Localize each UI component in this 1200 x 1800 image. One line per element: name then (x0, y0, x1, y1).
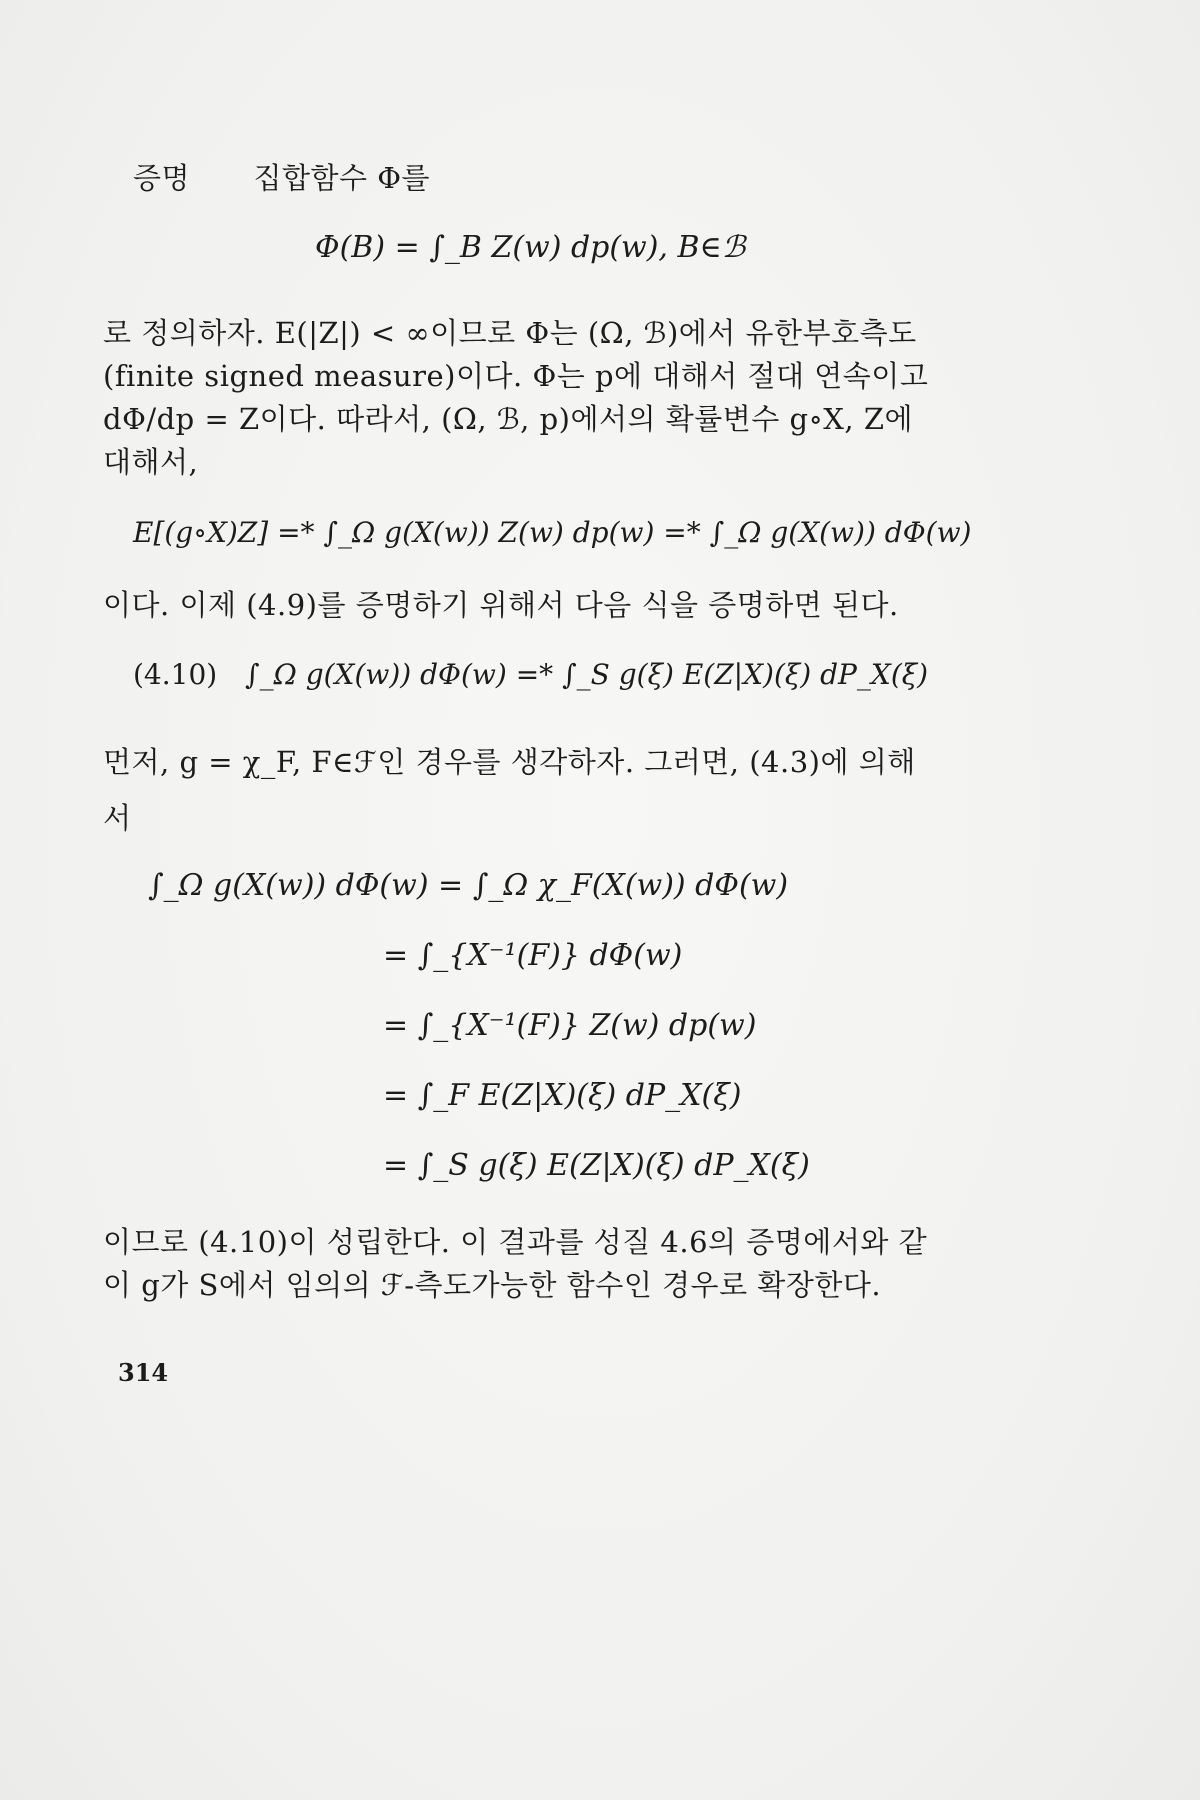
page-number: 314 (118, 1358, 169, 1387)
equation-expectation: E[(g∘X)Z] =* ∫_Ω g(X(w)) Z(w) dp(w) =* ∫_Ω g(X(w)) dΦ(w) (133, 516, 972, 549)
para4-line-2: 이 g가 S에서 임의의 ℱ-측도가능한 함수인 경우로 확장한다. (103, 1268, 882, 1302)
para2-line: 이다. 이제 (4.9)를 증명하기 위해서 다음 식을 증명하면 된다. (103, 588, 899, 622)
derivation-line-2: = ∫_{X⁻¹(F)} dΦ(w) (383, 938, 683, 973)
proof-heading-line (133, 158, 430, 198)
para1-line-2: (finite signed measure)이다. Φ는 p에 대해서 절대 연속이고 (103, 359, 929, 393)
proof-intro: 집합함수 Φ를 (253, 161, 431, 195)
derivation-line-3: = ∫_{X⁻¹(F)} Z(w) dp(w) (383, 1008, 757, 1043)
equation-4-10: ∫_Ω g(X(w)) dΦ(w) =* ∫_S g(ξ) E(Z|X)(ξ) dP_X(ξ) (245, 658, 929, 691)
para1-line-3: dΦ/dp = Z이다. 따라서, (Ω, ℬ, p)에서의 확률변수 g∘X, Z에 (103, 402, 914, 436)
para1-line-1: 로 정의하자. E(|Z|) < ∞이므로 Φ는 (Ω, ℬ)에서 유한부호측도 (103, 316, 917, 350)
para4-line-1: 이므로 (4.10)이 성립한다. 이 결과를 성질 4.6의 증명에서와 같 (103, 1225, 928, 1259)
para1-line-4: 대해서, (103, 445, 199, 479)
equation-4-10-label: (4.10) (133, 658, 218, 691)
para3-line-1: 먼저, g = χ_F, F∈ℱ인 경우를 생각하자. 그러면, (4.3)에 의해 (103, 745, 916, 779)
equation-phi: Φ(B) = ∫_B Z(w) dp(w), B∈ℬ (315, 230, 746, 265)
derivation-line-5: = ∫_S g(ξ) E(Z|X)(ξ) dP_X(ξ) (383, 1148, 810, 1183)
derivation-line-1: ∫_Ω g(X(w)) dΦ(w) = ∫_Ω χ_F(X(w)) dΦ(w) (148, 868, 789, 903)
derivation-line-4: = ∫_F E(Z|X)(ξ) dP_X(ξ) (383, 1078, 742, 1113)
para3-line-2: 서 (103, 801, 132, 835)
proof-heading: 증명 (133, 161, 191, 195)
